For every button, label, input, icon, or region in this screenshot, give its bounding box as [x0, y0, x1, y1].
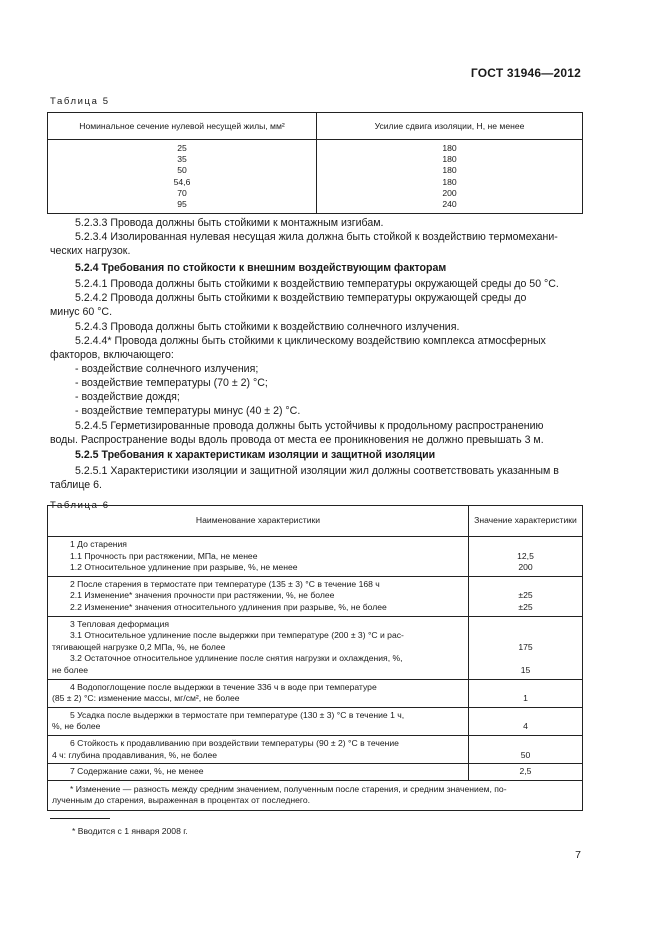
para-5-2-4-4-cont: факторов, включающего: — [50, 349, 174, 361]
heading-5-2-5: 5.2.5 Требования к характеристикам изоляции и защитной изоляции — [75, 449, 436, 461]
table6-header-name: Наименование характеристики — [48, 506, 469, 537]
footnote: * Вводится с 1 января 2008 г. — [72, 826, 188, 836]
table-row: 1 До старения 1.1 Прочность при растяжении, МПа, не менее 1.2 Относительное удлинение при разрыве, %, не менее 12,5 200 — [48, 537, 583, 577]
table5-cell: 180 — [442, 154, 457, 165]
table5-cell: 54,6 — [173, 176, 191, 187]
standard-header: ГОСТ 31946—2012 — [470, 66, 581, 80]
table5-cell: 35 — [177, 154, 187, 165]
table5-cell: 25 — [177, 143, 187, 153]
list-item: - воздействие температуры (70 ± 2) °С; — [75, 377, 268, 389]
table5-cell: 180 — [442, 165, 457, 176]
table5-cell: 50 — [177, 165, 187, 176]
table-row: 2 После старения в термостате при температуре (135 ± 3) °С в течение 168 ч 2.1 Изменение* значения прочности при растяжении, %, не более 2.2 Изменение* значения относительного удлинения при разрыве, %, не более ±25 ±25 — [48, 576, 583, 616]
table6-caption: Таблица 6 — [50, 500, 110, 511]
table5-col-force — [317, 140, 583, 214]
table6-header-value: Значение характеристики — [469, 506, 583, 537]
footnote-divider — [50, 818, 110, 819]
table-row: 7 Содержание сажи, %, не менее 2,5 — [48, 764, 583, 781]
table-row: 5 Усадка после выдержки в термостате при температуре (130 ± 3) °С в течение 1 ч, %, не более 4 — [48, 707, 583, 735]
para-5-2-4-2-cont: минус 60 °С. — [50, 306, 113, 318]
para-5-2-3-4-cont: ческих нагрузок. — [50, 245, 131, 257]
table5-col-section — [48, 140, 317, 214]
table5-cell: 70 — [177, 187, 187, 198]
heading-5-2-4: 5.2.4 Требования по стойкости к внешним воздействующим факторам — [75, 262, 447, 274]
table5-header-force: Усилие сдвига изоляции, Н, не менее — [317, 113, 583, 140]
para-5-2-4-3: 5.2.4.3 Провода должны быть стойкими к воздействию солнечного излучения. — [75, 321, 460, 333]
list-item: - воздействие дождя; — [75, 391, 180, 403]
table-row: 3 Тепловая деформация 3.1 Относительное удлинение после выдержки при температуре (200 ± 3) °С и рас- тягивающей нагрузке 0,2 МПа, %, не более 3.2 Остаточное относительное удлинение после снятия нагрузки и охлаждения, %, не более 175 15 — [48, 616, 583, 679]
table5-cell: 95 — [177, 199, 187, 210]
table6-note-row — [48, 780, 583, 810]
table5-cell: 180 — [442, 176, 457, 187]
para-5-2-4-5-cont: воды. Распространение воды вдоль провода от места ее проникновения не должно превышать 3 м. — [50, 434, 544, 446]
list-item: - воздействие температуры минус (40 ± 2) °С. — [75, 405, 301, 417]
page-number: 7 — [575, 849, 581, 861]
para-5-2-3-3: 5.2.3.3 Провода должны быть стойкими к монтажным изгибам. — [75, 217, 384, 229]
table6-note: * Изменение — разность между средним значением, полученным после старения, и средним значением, по- — [70, 783, 507, 794]
para-5-2-3-4: 5.2.3.4 Изолированная нулевая несущая жила должна быть стойкой к воздействию термомехани- — [75, 231, 558, 243]
para-5-2-4-4: 5.2.4.4* Провода должны быть стойкими к циклическому воздействию комплекса атмосферных — [75, 335, 546, 347]
para-5-2-4-5: 5.2.4.5 Герметизированные провода должны быть устойчивы к продольному распространению — [75, 420, 544, 432]
para-5-2-4-2: 5.2.4.2 Провода должны быть стойкими к воздействию температуры окружающей среды до — [75, 292, 527, 304]
table6-note-cont: лученным до старения, выраженная в процентах от последнего. — [52, 795, 311, 806]
table5-cell: 180 — [442, 143, 457, 153]
table5-cell: 200 — [442, 187, 457, 198]
para-5-2-4-1: 5.2.4.1 Провода должны быть стойкими к воздействию температуры окружающей среды до 50 °С. — [75, 278, 559, 290]
para-5-2-5-1-cont: таблице 6. — [50, 479, 102, 491]
table-5 — [47, 112, 583, 214]
table-6 — [47, 505, 583, 811]
table5-header-section: Номинальное сечение нулевой несущей жилы, мм² — [48, 113, 317, 140]
para-5-2-5-1: 5.2.5.1 Характеристики изоляции и защитной изоляции жил должны соответствовать указанным в — [75, 465, 559, 477]
table-row: 4 Водопоглощение после выдержки в течение 336 ч в воде при температуре (85 ± 2) °С: изменение массы, мг/см², не более 1 — [48, 679, 583, 707]
table5-cell: 240 — [442, 199, 457, 210]
list-item: - воздействие солнечного излучения; — [75, 363, 259, 375]
table5-caption: Таблица 5 — [50, 96, 110, 107]
table-row: 6 Стойкость к продавливанию при воздействии температуры (90 ± 2) °С в течение 4 ч: глубина продавливания, %, не более 50 — [48, 735, 583, 763]
